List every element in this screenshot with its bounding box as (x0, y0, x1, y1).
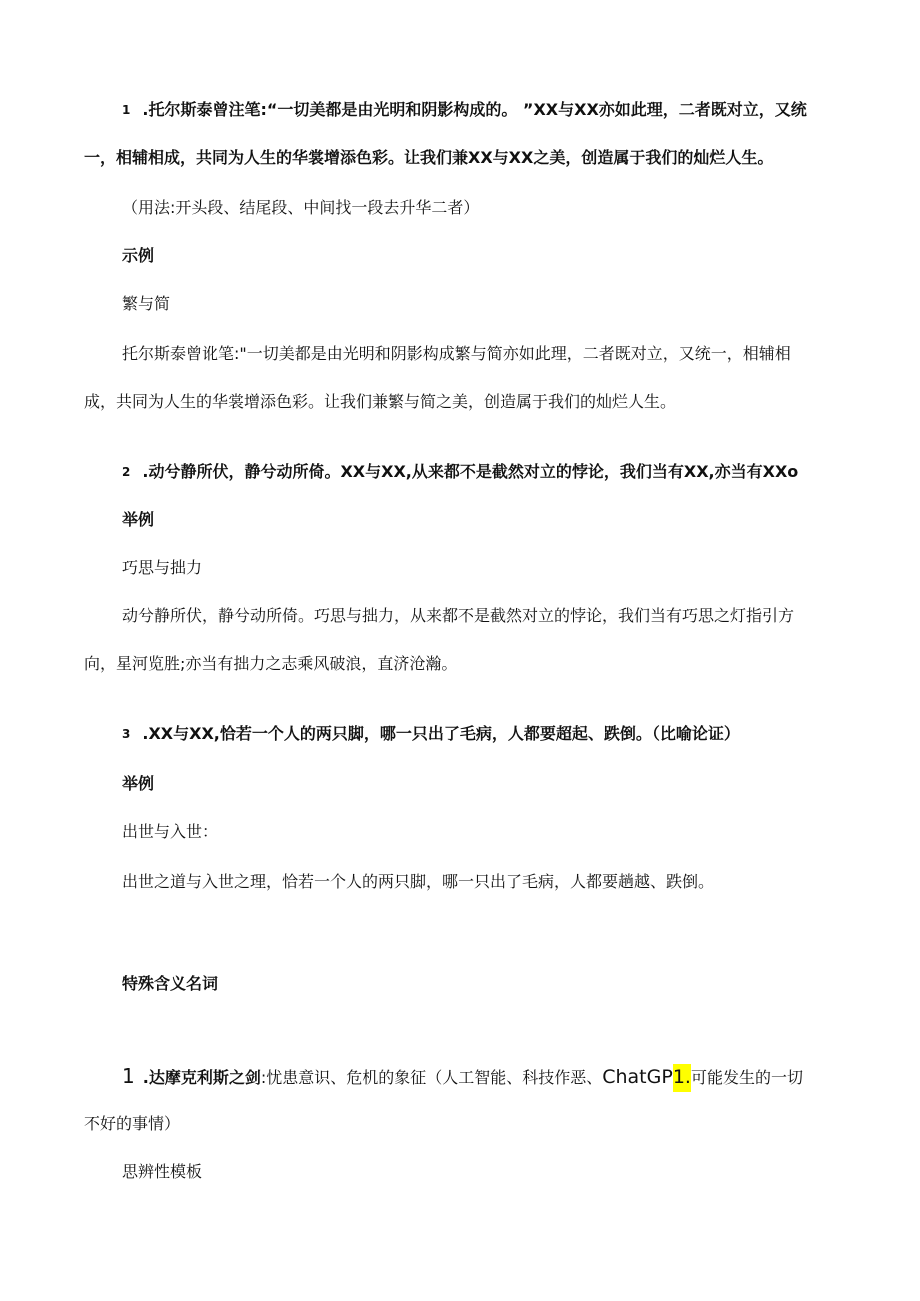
item-2-number: 2 (122, 465, 131, 479)
item-1-heading-line2: 一，相辅相成，共同为人生的华裳增添色彩。让我们兼XX与XX之美，创造属于我们的灿烂人生。 (84, 148, 774, 167)
item-1-number: 1 (122, 103, 131, 117)
item-3-example-topic: 出世与入世： (122, 822, 219, 841)
item-3-example-line1: 出世之道与入世之理，恰若一个人的两只脚，哪一只出了毛病，人都要趟越、跌倒。 (122, 872, 715, 891)
item-3-heading-text: .XX与XX,恰若一个人的两只脚，哪一只出了毛病，人都要超起、跌倒。（比喻论证） (142, 724, 740, 743)
item-1-example-line2: 成，共同为人生的华裳增添色彩。让我们兼繁与简之美，创造属于我们的灿烂人生。 (84, 392, 677, 411)
special-terms-title: 特殊含义名词 (122, 974, 219, 993)
item-3-heading (122, 722, 740, 746)
special-term-1-definition-part1: :忧患意识、危机的象征（人工智能、科技作恶、 (260, 1068, 603, 1087)
special-term-1 (122, 1064, 803, 1090)
special-term-1-definition-part2: 可能发生的一切 (690, 1068, 803, 1087)
item-3-example-label: 举例 (122, 774, 155, 793)
item-1-example-label: 示例 (122, 246, 155, 265)
item-2-example-line1: 动兮静所伏，静兮动所倚。巧思与拙力，从来都不是截然对立的悖论，我们当有巧思之灯指引方 (122, 606, 795, 625)
item-1-usage-note: （用法:开头段、结尾段、中间找一段去升华二者） (122, 198, 480, 217)
item-1-heading-line1 (122, 98, 807, 122)
item-2-heading-text: .动兮静所伏，静兮动所倚。XX与XX,从来都不是截然对立的悖论，我们当有XX,亦当有XXo (142, 462, 799, 481)
item-2-example-label: 举例 (122, 510, 155, 529)
item-1-heading-text: .托尔斯泰曾注笔:“一切美都是由光明和阴影构成的。 ”XX与XX亦如此理，二者既对立，又统 (142, 100, 807, 119)
item-2-example-topic: 巧思与拙力 (122, 558, 203, 577)
special-term-1-number: 1 (122, 1064, 135, 1088)
footer-template-label: 思辨性模板 (122, 1162, 203, 1181)
special-term-1-name: .达摩克利斯之剑 (142, 1068, 261, 1087)
item-1-example-line1: 托尔斯泰曾讹笔:"一切美都是由光明和阴影构成繁与简亦如此理，二者既对立，又统一，相辅相 (122, 344, 791, 363)
item-3-number: 3 (122, 727, 131, 741)
special-term-1-highlight: 1. (673, 1064, 691, 1092)
special-term-1-latin-text: ChatGP (602, 1066, 673, 1088)
special-term-1-definition-line2: 不好的事情） (84, 1114, 181, 1133)
item-2-example-line2: 向，星河览胜;亦当有拙力之志乘风破浪，直济沧瀚。 (84, 654, 458, 673)
item-2-heading (122, 460, 798, 484)
item-1-example-topic: 繁与简 (122, 294, 171, 313)
